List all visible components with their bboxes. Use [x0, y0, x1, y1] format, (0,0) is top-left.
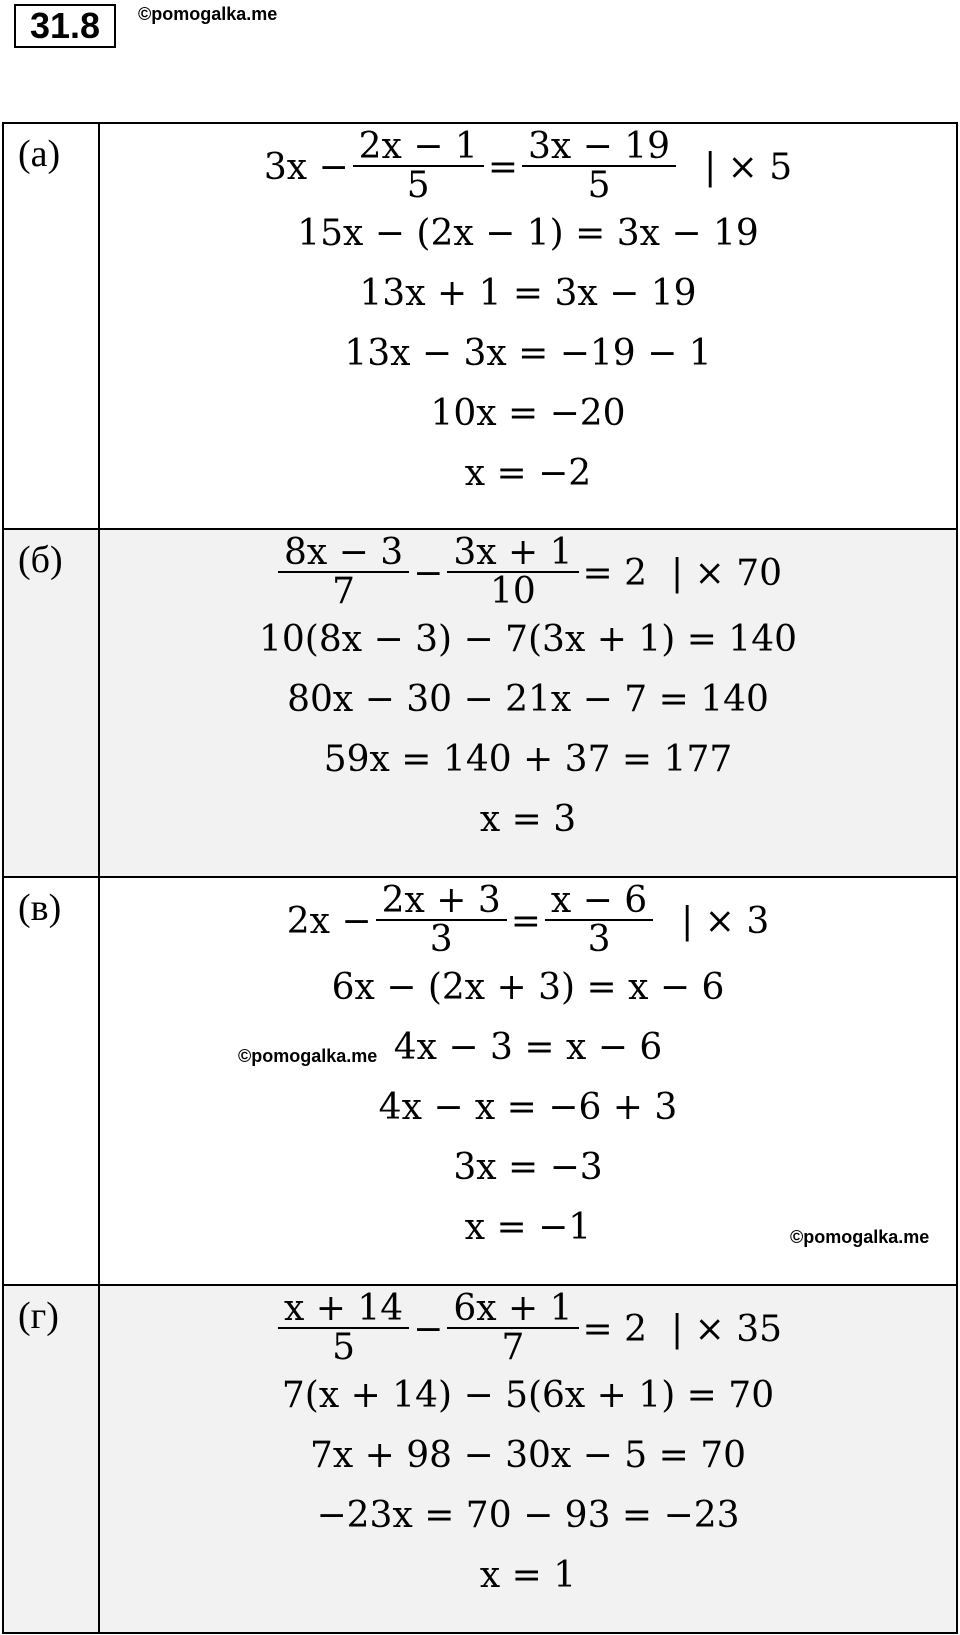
equation-line: 13x − 3x = −19 − 1: [344, 333, 712, 374]
equation-line: 3x = −3: [453, 1147, 603, 1188]
equation-line: 6x − (2x + 3) = x − 6: [331, 967, 725, 1008]
part-label: (в): [3, 877, 99, 1285]
numerator: x − 6: [550, 880, 648, 921]
equation-line: [100, 124, 956, 204]
equation-line: −23x = 70 − 93 = −23: [316, 1495, 740, 1536]
equation-line: [100, 1286, 956, 1366]
equation-line: 4x − 3 = x − 6: [393, 1027, 663, 1068]
multiplier: | × 70: [671, 552, 783, 594]
problem-number: 31.8: [14, 4, 116, 48]
equation-line: [100, 878, 956, 958]
equation-line: [100, 530, 956, 610]
equation-line: 4x − x = −6 + 3: [378, 1087, 678, 1128]
equation-line: 80x − 30 − 21x − 7 = 140: [287, 679, 769, 720]
operator: −: [413, 552, 444, 594]
fraction: [447, 1288, 578, 1368]
equation-line: x = −1: [464, 1207, 592, 1248]
operator: =: [510, 900, 541, 942]
watermark: ©pomogalka.me: [138, 4, 278, 24]
fraction: [522, 126, 676, 206]
equation-line: 13x + 1 = 3x − 19: [359, 273, 697, 314]
part-v-math: [99, 877, 957, 1285]
equation-line: 7x + 98 − 30x − 5 = 70: [309, 1435, 747, 1476]
operator: −: [413, 1308, 444, 1350]
denominator: 3: [545, 919, 653, 959]
part-b-row: [3, 529, 957, 877]
denominator: 5: [522, 165, 676, 205]
denominator: 3: [376, 919, 507, 959]
expr-left: 2x −: [286, 900, 372, 942]
fraction: [545, 880, 653, 960]
part-g-math: [99, 1285, 957, 1633]
fraction: [353, 126, 484, 206]
equation-line: 10(8x − 3) − 7(3x + 1) = 140: [258, 619, 798, 660]
part-b-math: [99, 529, 957, 877]
expr-right: = 2: [582, 1308, 648, 1350]
fraction: [447, 532, 578, 612]
numerator: 3x − 19: [528, 126, 671, 167]
part-a-math: [99, 123, 957, 529]
equation-line: 59x = 140 + 37 = 177: [323, 739, 733, 780]
numerator: 3x + 1: [453, 532, 573, 573]
watermark: ©pomogalka.me: [238, 1046, 378, 1066]
numerator: 6x + 1: [453, 1288, 573, 1329]
equation-line: x = 1: [479, 1555, 577, 1596]
numerator: 8x − 3: [283, 532, 404, 573]
denominator: 5: [353, 165, 484, 205]
equation-line: 15x − (2x − 1) = 3x − 19: [297, 213, 759, 254]
expr-right: = 2: [582, 552, 648, 594]
solution-table: [2, 122, 958, 1634]
operator: =: [487, 146, 518, 188]
part-label: (г): [3, 1285, 99, 1633]
equation-line: x = 3: [479, 799, 577, 840]
numerator: 2x − 1: [358, 126, 478, 167]
multiplier: | × 5: [704, 146, 793, 188]
denominator: 7: [278, 571, 409, 611]
numerator: 2x + 3: [381, 880, 501, 921]
part-g-row: [3, 1285, 957, 1633]
multiplier: | × 35: [671, 1308, 783, 1350]
fraction: [278, 532, 409, 612]
numerator: x + 14: [283, 1288, 404, 1329]
fraction: [278, 1288, 409, 1368]
part-label: (а): [3, 123, 99, 529]
equation-line: 10x = −20: [430, 393, 626, 434]
equation-line: x = −2: [464, 453, 592, 494]
denominator: 5: [278, 1327, 409, 1367]
watermark: ©pomogalka.me: [790, 1227, 930, 1247]
denominator: 10: [447, 571, 578, 611]
part-a-row: [3, 123, 957, 529]
multiplier: | × 3: [681, 900, 770, 942]
part-label: (б): [3, 529, 99, 877]
fraction: [376, 880, 507, 960]
expr-left: 3x −: [263, 146, 349, 188]
equation-line: 7(x + 14) − 5(6x + 1) = 70: [281, 1375, 775, 1416]
part-v-row: [3, 877, 957, 1285]
denominator: 7: [447, 1327, 578, 1367]
